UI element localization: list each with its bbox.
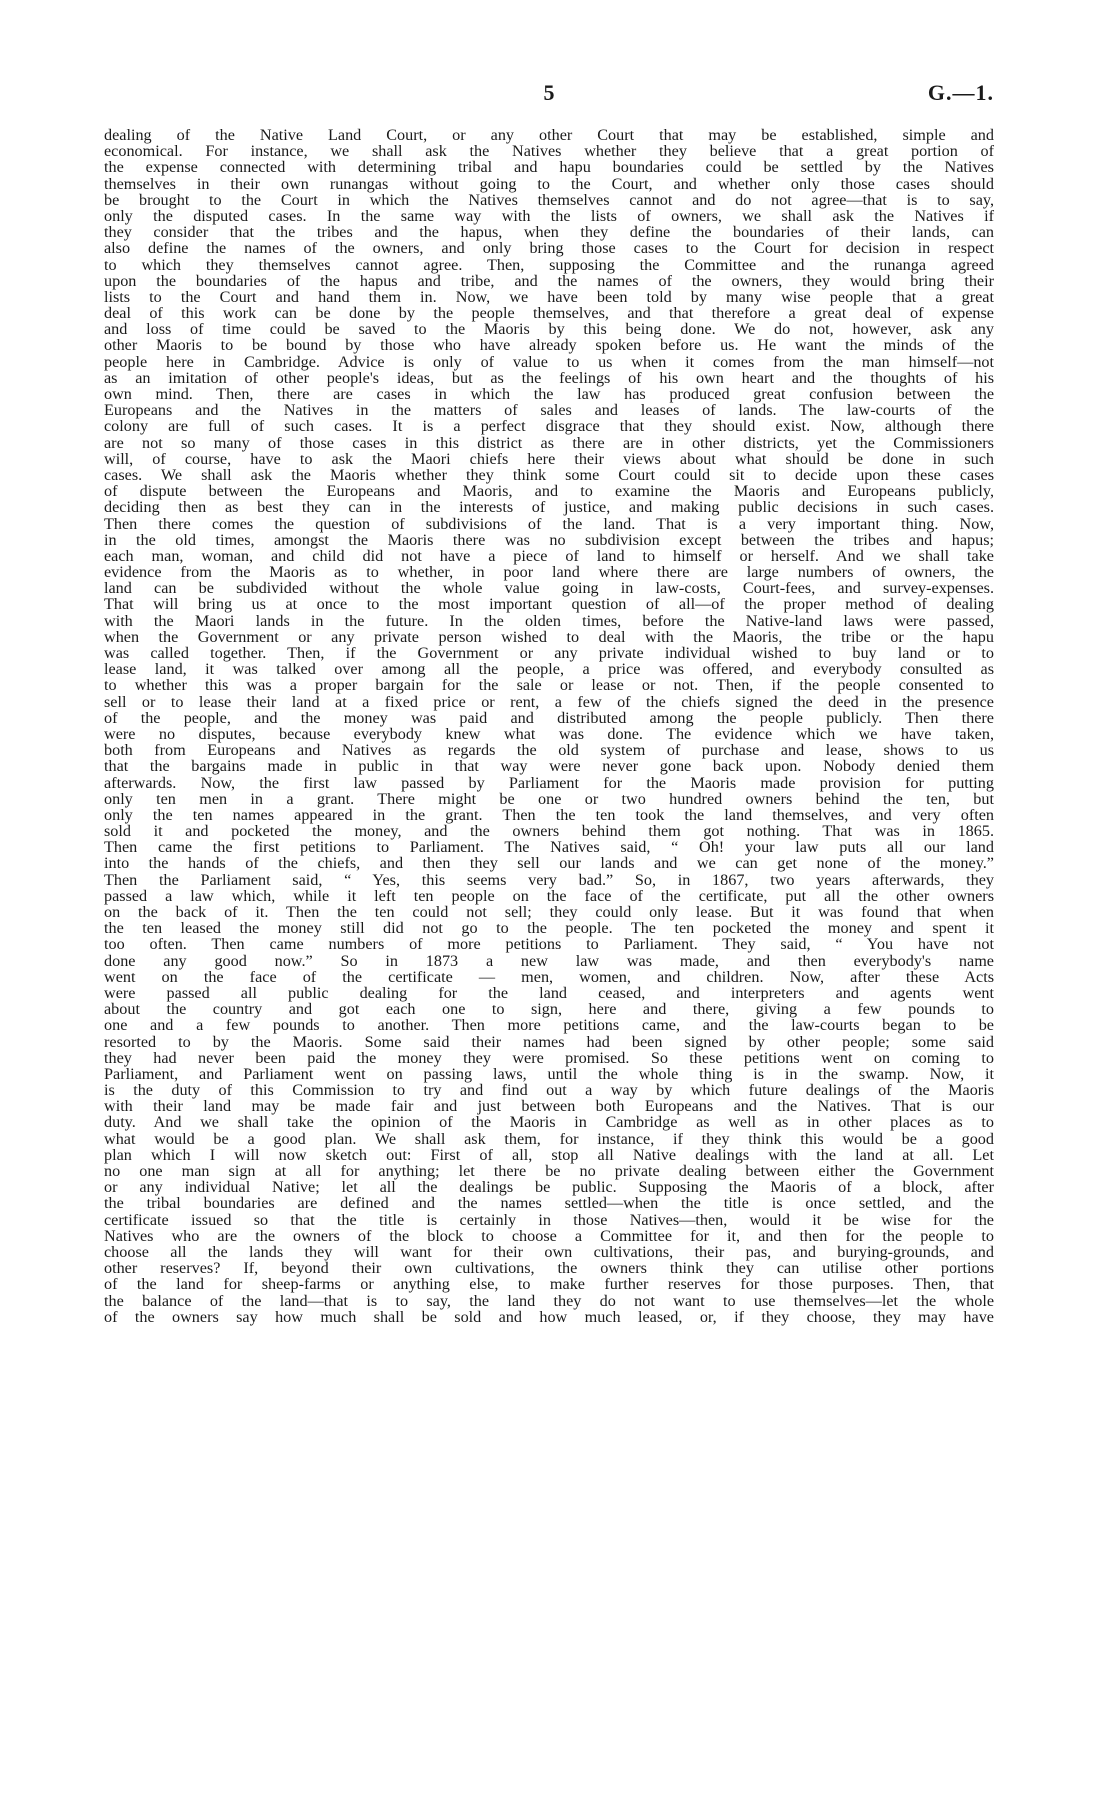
- text-line: was called together. Then, if the Government or any private individual wished to buy land or to: [104, 644, 994, 662]
- text-line: other Maoris to be bound by those who have already spoken before us. He want the minds of the: [104, 336, 994, 355]
- text-line: the tribal boundaries are defined and the names settled—when the title is once settled, and the: [104, 1194, 994, 1213]
- text-line: duty. And we shall take the opinion of the Maoris in Cambridge as well as in other places as to: [104, 1113, 994, 1132]
- text-line: as an imitation of other people's ideas, but as the feelings of his own heart and the thoughts of his: [104, 368, 994, 387]
- text-line: to which they themselves cannot agree. Then, supposing the Committee and the runanga agreed: [104, 255, 994, 274]
- text-line: are not so many of those cases in this district as there are in other districts, yet the Commissioners: [104, 433, 994, 452]
- text-line: choose all the lands they will want for their own cultivations, their pas, and burying-grounds, and: [104, 1242, 994, 1261]
- text-line: of the owners say how much shall be sold and how much leased, or, if they choose, they may have: [104, 1307, 994, 1326]
- page-number: 5: [543, 80, 555, 105]
- text-line: that the bargains made in public in that way were never gone back upon. Nobody denied them: [104, 757, 994, 776]
- text-line: they had never been paid the money they were promised. So these petitions went on coming to: [104, 1048, 994, 1067]
- text-line: will, of course, have to ask the Maori chiefs here their views about what should be done in such: [104, 449, 994, 468]
- text-line: were passed all public dealing for the land ceased, and interpreters and agents went: [104, 983, 994, 1002]
- text-line: went on the face of the certificate — men, women, and children. Now, after these Acts: [104, 967, 994, 986]
- text-line: lists to the Court and hand them in. Now, we have been told by many wise people that a great: [104, 287, 994, 306]
- text-line: land can be subdivided without the whole value going in law-costs, Court-fees, and survey-expenses.: [104, 579, 994, 598]
- text-line: the balance of the land—that is to say, the land they do not want to use themselves—let the whole: [104, 1291, 994, 1310]
- text-line: dealing of the Native Land Court, or any other Court that may be established, simple and: [104, 126, 994, 144]
- text-line: both from Europeans and Natives as regards the old system of purchase and lease, shows to us: [104, 741, 994, 760]
- text-line: each man, woman, and child did not have a piece of land to himself or herself. And we shall take: [104, 546, 994, 565]
- text-line: when the Government or any private person wished to deal with the Maoris, the tribe or the hapu: [104, 627, 994, 646]
- text-line: Then the Parliament said, “ Yes, this seems very bad.” So, in 1867, two years afterwards, they: [104, 870, 994, 889]
- text-line: of dispute between the Europeans and Maoris, and to examine the Maoris and Europeans publicly,: [104, 482, 994, 501]
- text-line: certificate issued so that the title is certainly in those Natives—then, would it be wise for the: [104, 1210, 994, 1229]
- text-line: evidence from the Maoris as to whether, in poor land where there are large numbers of owners, the: [104, 563, 994, 582]
- text-line: economical. For instance, we shall ask the Natives whether they believe that a great portion of: [104, 142, 994, 161]
- text-line: done any good now.” So in 1873 a new law was made, and then everybody's name: [104, 951, 994, 970]
- text-line: resorted to by the Maoris. Some said their names had been signed by other people; some said: [104, 1032, 994, 1051]
- text-line: in the old times, amongst the Maoris there was no subdivision except between the tribes and hapus;: [104, 530, 994, 549]
- text-line: be brought to the Court in which the Natives themselves cannot and do not agree—that is to say,: [104, 190, 994, 209]
- text-line: or any individual Native; let all the dealings be public. Supposing the Maoris of a block, after: [104, 1178, 994, 1197]
- text-line: themselves in their own runangas without going to the Court, and whether only those cases should: [104, 174, 994, 193]
- text-line: on the back of it. Then the ten could not sell; they could only lease. But it was found that when: [104, 903, 994, 921]
- text-line: other reserves? If, beyond their own cultivations, the owners think they can utilise other portions: [104, 1259, 994, 1278]
- text-line: no one man sign at all for anything; let there be no private dealing between either the Government: [104, 1162, 994, 1180]
- text-line: Then there comes the question of subdivisions of the land. That is a very important thing. Now,: [104, 514, 994, 533]
- text-line: only ten men in a grant. There might be one or two hundred owners behind the ten, but: [104, 789, 994, 808]
- text-line: cases. We shall ask the Maoris whether they think some Court could sit to decide upon these cases: [104, 465, 994, 484]
- text-line: the ten leased the money still did not go to the people. The ten pocketed the money and spent it: [104, 919, 994, 938]
- text-line: the expense connected with determining tribal and hapu boundaries could be settled by the Natives: [104, 158, 994, 177]
- text-line: too often. Then came numbers of more petitions to Parliament. They said, “ You have not: [104, 935, 994, 954]
- text-line: people here in Cambridge. Advice is only of value to us when it comes from the man himself—not: [104, 352, 994, 371]
- text-line: into the hands of the chiefs, and then they sell our lands and we can get none of the money.”: [104, 854, 994, 873]
- text-line: they consider that the tribes and the hapus, when they define the boundaries of their lands, can: [104, 223, 994, 242]
- text-line: also define the names of the owners, and only bring those cases to the Court for decision in respect: [104, 239, 994, 258]
- page-header: [104, 78, 994, 108]
- text-line: passed a law which, while it left ten people on the face of the certificate, put all the other owners: [104, 886, 994, 905]
- text-line: only the disputed cases. In the same way with the lists of owners, we shall ask the Natives if: [104, 206, 994, 225]
- text-line: Europeans and the Natives in the matters of sales and leases of lands. The law-courts of the: [104, 401, 994, 420]
- text-line: sold it and pocketed the money, and the owners behind them got nothing. That was in 1865.: [104, 822, 994, 841]
- text-line: Parliament, and Parliament went on passing laws, until the whole thing is in the swamp. Now, it: [104, 1064, 994, 1083]
- text-line: about the country and got each one to sign, here and there, giving a few pounds to: [104, 1000, 994, 1019]
- text-line: with their land may be made fair and just between both Europeans and the Natives. That is our: [104, 1097, 994, 1116]
- text-line: of the people, and the money was paid and distributed among the people publicly. Then there: [104, 708, 994, 727]
- text-line: and loss of time could be saved to the Maoris by this being done. We do not, however, ask any: [104, 320, 994, 339]
- text-line: were no disputes, because everybody knew what was done. The evidence which we have taken,: [104, 724, 994, 743]
- text-line: Natives who are the owners of the block to choose a Committee for it, and then for the people to: [104, 1226, 994, 1245]
- text-line: That will bring us at once to the most important question of all—of the proper method of dealing: [104, 595, 994, 614]
- document-reference: G.—1.: [927, 80, 994, 105]
- text-line: to whether this was a proper bargain for the sale or lease or not. Then, if the people consented to: [104, 676, 994, 695]
- text-line: lease land, it was talked over among all the people, a price was offered, and everybody consulted as: [104, 660, 994, 679]
- text-line: only the ten names appeared in the grant. Then the ten took the land themselves, and very often: [104, 805, 994, 824]
- text-line: colony are full of such cases. It is a perfect disgrace that they should exist. Now, although there: [104, 417, 994, 436]
- text-line: Then came the first petitions to Parliament. The Natives said, “ Oh! your law puts all our land: [104, 838, 994, 857]
- text-line: own mind. Then, there are cases in which the law has produced great confusion between the: [104, 385, 994, 403]
- text-line: what would be a good plan. We shall ask them, for instance, if they think this would be a good: [104, 1129, 994, 1148]
- body-paragraph: [104, 127, 994, 1325]
- text-line: afterwards. Now, the first law passed by Parliament for the Maoris made provision for putting: [104, 773, 994, 792]
- text-line: with the Maori lands in the future. In the olden times, before the Native-land laws were passed,: [104, 611, 994, 630]
- text-line: plan which I will now sketch out: First of all, stop all Native dealings with the land at all. Let: [104, 1145, 994, 1164]
- text-line: deciding then as best they can in the interests of justice, and making public decisions in such cases.: [104, 498, 994, 517]
- text-line: of the land for sheep-farms or anything else, to make further reserves for those purposes. Then, that: [104, 1275, 994, 1294]
- text-line: one and a few pounds to another. Then more petitions came, and the law-courts began to be: [104, 1016, 994, 1035]
- text-line: upon the boundaries of the hapus and tribe, and the names of the owners, they would bring their: [104, 271, 994, 290]
- text-line: deal of this work can be done by the people themselves, and that therefore a great deal of expense: [104, 304, 994, 323]
- text-line: sell or to lease their land at a fixed price or rent, a few of the chiefs signed the deed in the presence: [104, 692, 994, 711]
- text-line: is the duty of this Commission to try and find out a way by which future dealings of the Maoris: [104, 1081, 994, 1100]
